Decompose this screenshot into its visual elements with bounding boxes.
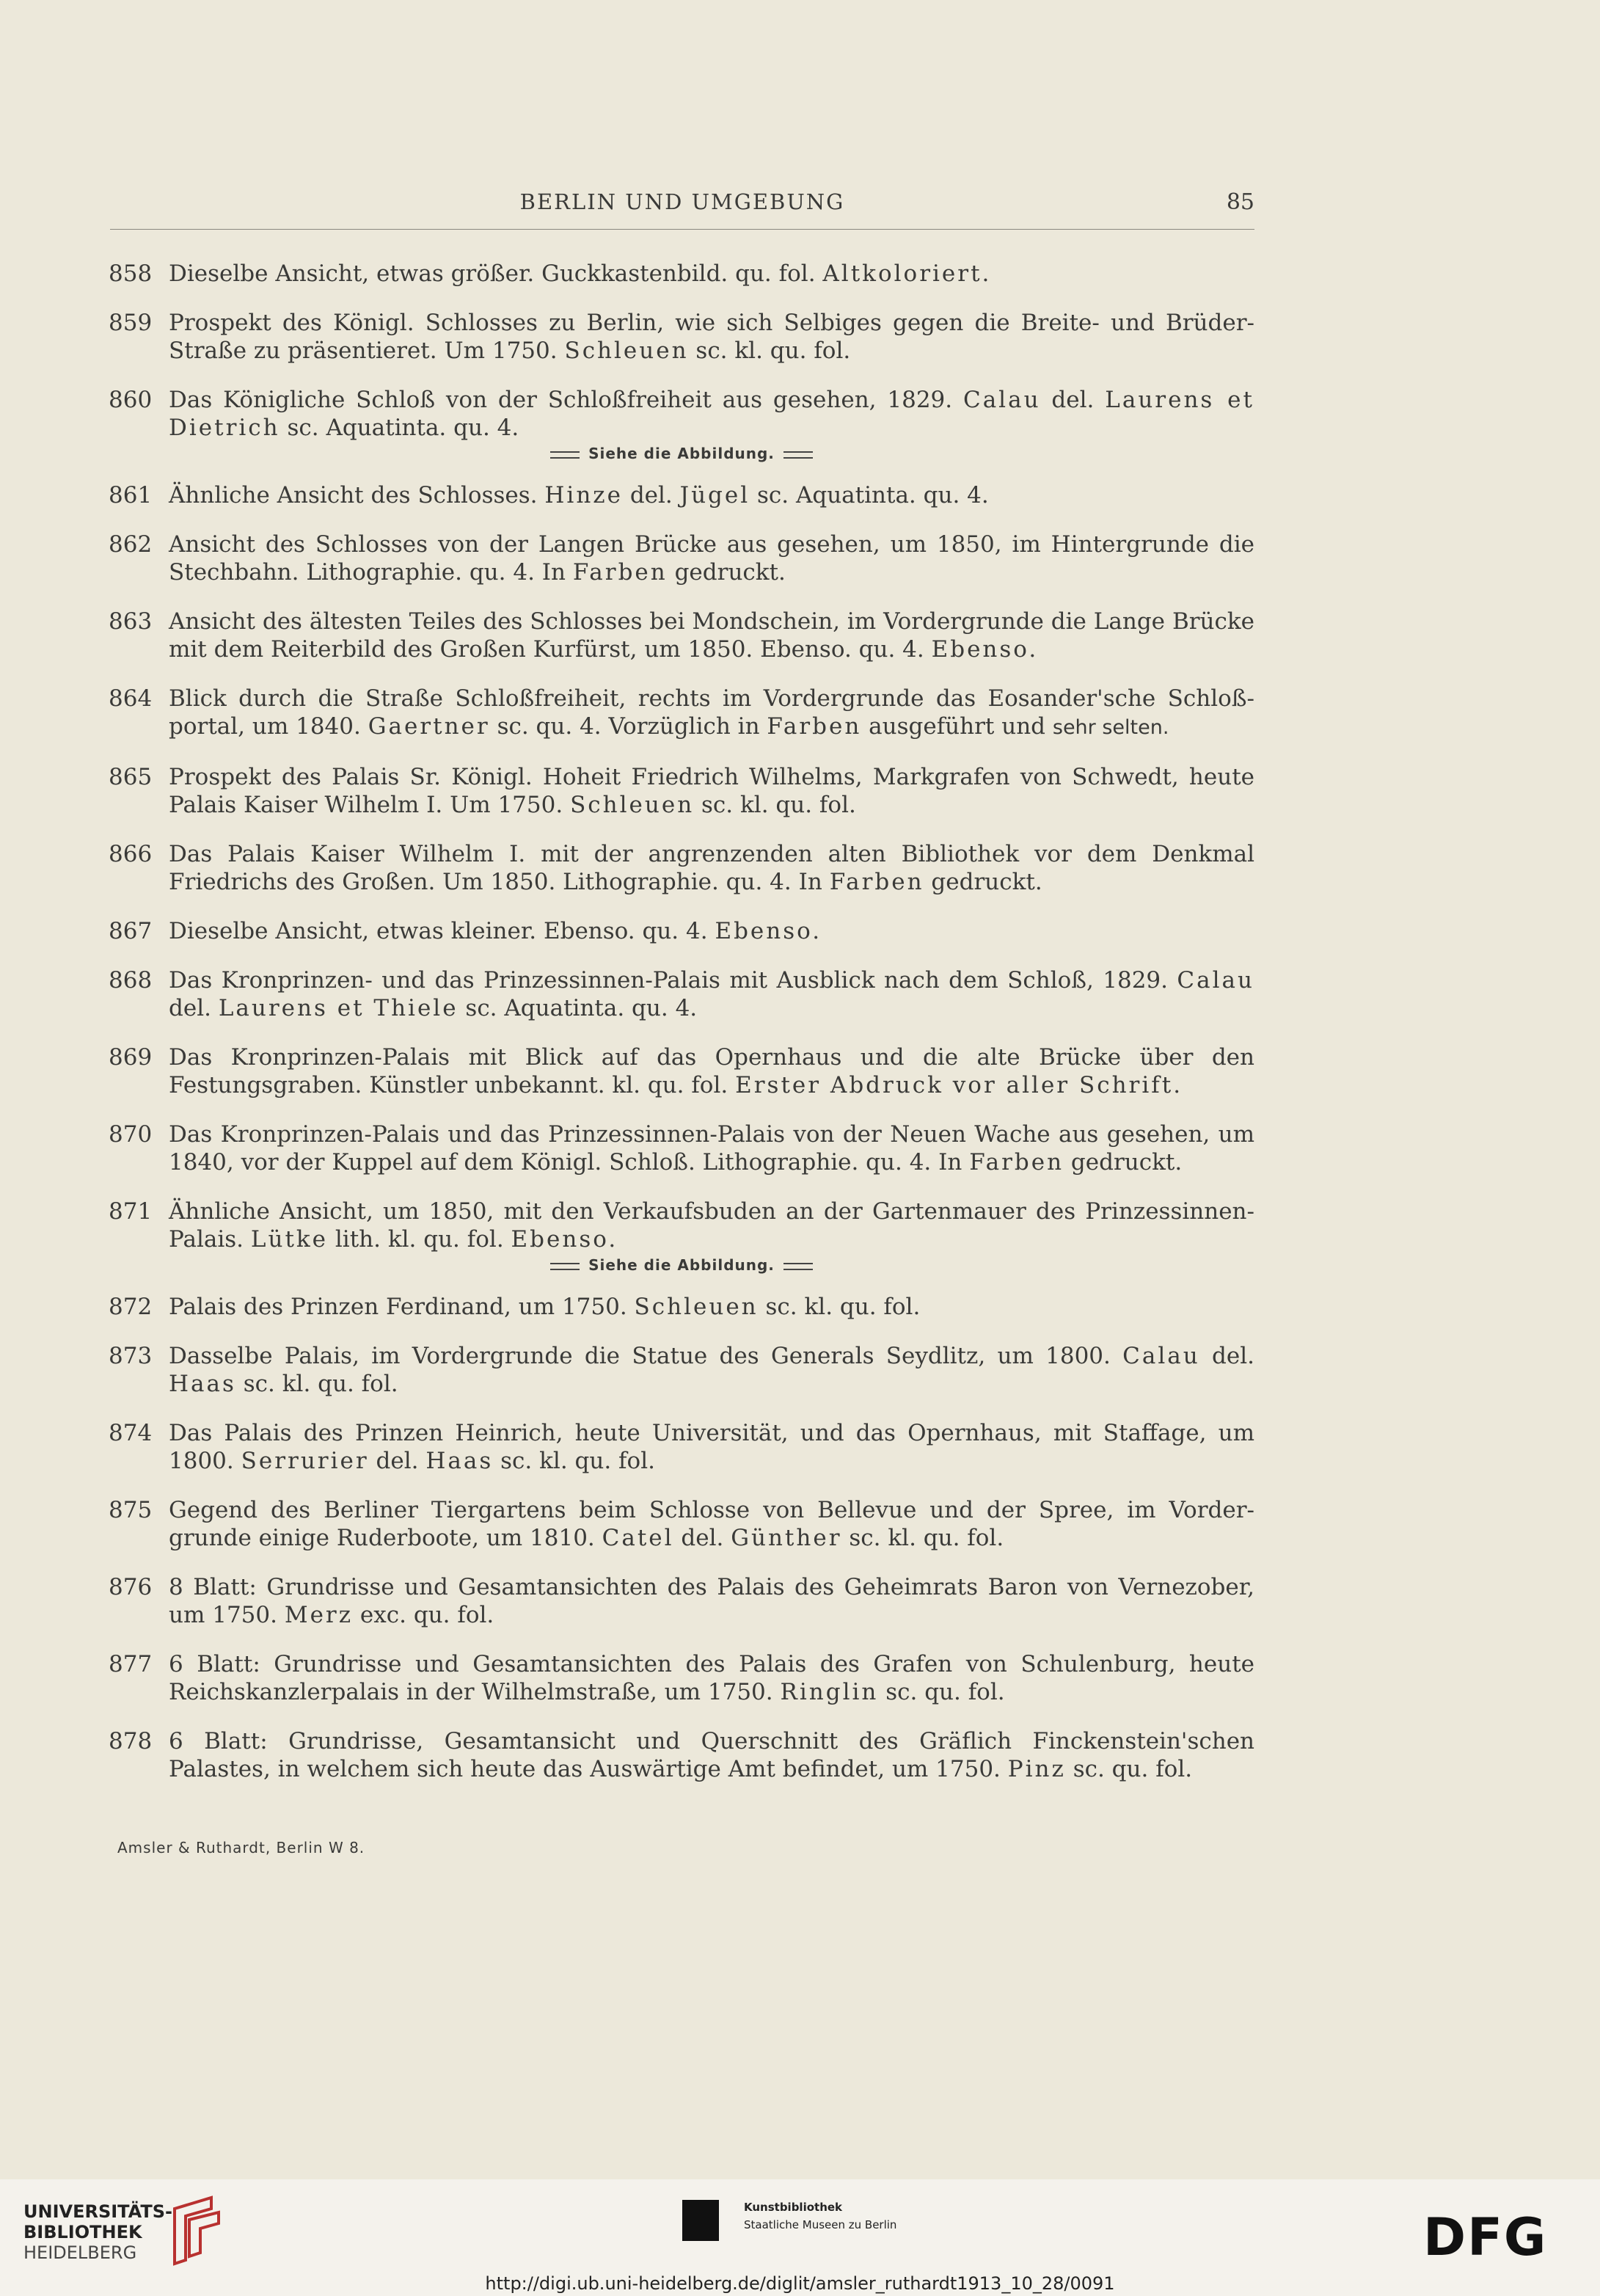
entry-text	[169, 309, 1254, 365]
entry-text-run: ausgeführt und	[861, 713, 1053, 740]
entry-number: 870	[109, 1121, 153, 1148]
dfg-logo: DFG	[1423, 2207, 1548, 2267]
catalog-entry	[109, 481, 1254, 509]
entry-text-run: sc. qu. 4. Vorzüglich in	[489, 713, 767, 740]
ub-heidelberg-logo-icon	[160, 2194, 226, 2267]
entry-text-run: exc. qu. fol.	[353, 1602, 494, 1628]
entry-number: 877	[109, 1651, 153, 1677]
entry-text	[169, 1727, 1254, 1783]
entry-text-run: del.	[622, 482, 680, 509]
spaced-name: Farben	[572, 559, 668, 586]
entry-text	[169, 1573, 1254, 1629]
catalog-entry	[109, 1198, 1254, 1253]
entry-text	[169, 260, 1254, 288]
catalog-entry	[109, 608, 1254, 663]
entry-text-run: Das Kronprinzen-Palais und das Prinzessinnen-Palais von der Neuen Wache aus gesehen, um 1840, vor der Kuppel auf dem Königl. Schloß. Lithographie. qu. 4. In	[169, 1121, 1254, 1176]
spaced-name: Serrurier	[241, 1448, 369, 1474]
entry-number: 858	[109, 260, 153, 287]
catalog-entry	[109, 966, 1254, 1022]
entry-text-run: sc. kl. qu. fol.	[841, 1525, 1004, 1551]
entry-number: 876	[109, 1574, 153, 1600]
entry-text-run: del.	[368, 1448, 426, 1474]
spaced-name: Ringlin	[780, 1679, 879, 1705]
entry-text-run: Ähnliche Ansicht, um 1850, mit den Verkaufsbuden an der Gartenmauer des Prinzessinnen-Palais.	[169, 1198, 1254, 1253]
entry-text-run: Ansicht des Schlosses von der Langen Brücke aus gesehen, um 1850, im Hintergrunde die Stechbahn. Lithographie. qu. 4. In	[169, 531, 1254, 586]
spaced-name: Lütke	[250, 1226, 329, 1253]
spaced-name: Catel	[602, 1525, 674, 1551]
spaced-name: Ebenso.	[511, 1226, 618, 1253]
entry-text-run: del.	[1040, 387, 1106, 413]
spaced-name: Farben	[829, 869, 924, 895]
page-number: 85	[1226, 189, 1254, 215]
see-illustration-note	[109, 1256, 1254, 1274]
spaced-name: Hinze	[544, 482, 623, 509]
kunstbibliothek-logo-text: Kunstbibliothek Staatliche Museen zu Berlin	[744, 2201, 897, 2231]
entry-text-run: del.	[673, 1525, 731, 1551]
entry-text-run: Das Palais des Prinzen Heinrich, heute Universität, und das Opernhaus, mit Staffage, um 1800.	[169, 1420, 1254, 1474]
entry-text-run: sc. Aquatinta. qu. 4.	[750, 482, 989, 509]
entry-text-run: 6 Blatt: Grundrisse, Gesamtansicht und Querschnitt des Gräflich Finckenstein'schen Palastes, in welchem sich heute das Auswärtige Amt befindet, um 1750.	[169, 1728, 1254, 1782]
catalog-entry	[109, 763, 1254, 819]
spaced-name: Erster Abdruck vor aller Schrift.	[735, 1072, 1183, 1098]
catalog-entries	[109, 260, 1254, 1804]
entry-number: 867	[109, 918, 153, 944]
spaced-name: Schleuen	[564, 338, 689, 364]
catalog-entry	[109, 1342, 1254, 1398]
entry-text-run: Dieselbe Ansicht, etwas kleiner. Ebenso. qu. 4.	[169, 918, 715, 944]
entry-text-run: del.	[169, 995, 219, 1021]
spaced-name: Farben	[969, 1149, 1064, 1176]
header-rule	[110, 229, 1254, 230]
entry-number: 866	[109, 841, 153, 867]
entry-text-run: gedruckt.	[924, 869, 1042, 895]
entry-text	[169, 1419, 1254, 1475]
spaced-name: Calau	[1122, 1343, 1200, 1369]
catalog-entry	[109, 1043, 1254, 1099]
entry-text-run: Das Palais Kaiser Wilhelm I. mit der angrenzenden alten Bibliothek vor dem Denkmal Friedrichs des Großen. Um 1850. Lithographie. qu. 4. In	[169, 841, 1254, 895]
entry-text-run: lith. kl. qu. fol.	[328, 1226, 511, 1253]
entry-number: 875	[109, 1497, 153, 1523]
entry-number: 871	[109, 1198, 153, 1225]
entry-text-run: Gegend des Berliner Tiergartens beim Schlosse von Bellevue und der Spree, im Vorder-grunde einige Ruderboote, um 1810.	[169, 1497, 1254, 1551]
entry-text-run: sc. kl. qu. fol.	[235, 1371, 398, 1397]
catalog-entry	[109, 1120, 1254, 1176]
entry-text-run: sc. kl. qu. fol.	[688, 338, 851, 364]
catalog-entry	[109, 386, 1254, 442]
entry-text	[169, 685, 1254, 742]
spaced-name: Farben	[767, 713, 862, 740]
entry-number: 874	[109, 1420, 153, 1446]
ub-heidelberg-logo-text: UNIVERSITÄTS- BIBLIOTHEK HEIDELBERG	[23, 2201, 173, 2263]
publisher-note: Amsler & Ruthardt, Berlin W 8.	[117, 1839, 365, 1856]
spaced-name: Calau	[1177, 967, 1254, 994]
entry-number: 869	[109, 1044, 153, 1071]
entry-number: 861	[109, 482, 153, 509]
catalog-entry	[109, 917, 1254, 945]
entry-text-run: Blick durch die Straße Schloßfreiheit, rechts im Vordergrunde das Eosander'sche Schloß-portal, um 1840.	[169, 685, 1254, 740]
entry-text-run: Dasselbe Palais, im Vordergrunde die Statue des Generals Seydlitz, um 1800.	[169, 1343, 1123, 1369]
running-title: BERLIN UND UMGEBUNG	[519, 189, 845, 214]
entry-text	[169, 1650, 1254, 1706]
entry-text-run: sc. qu. fol.	[878, 1679, 1005, 1705]
entry-text-run: 8 Blatt: Grundrisse und Gesamtansichten des Palais des Geheimrats Baron von Vernezober, um 1750.	[169, 1574, 1254, 1628]
entry-number: 862	[109, 531, 153, 558]
spaced-name: Haas	[169, 1371, 236, 1397]
entry-text	[169, 531, 1254, 586]
entry-text	[169, 1293, 1254, 1321]
entry-number: 873	[109, 1343, 153, 1369]
spaced-name: Laurens et Thiele	[218, 995, 459, 1021]
running-header	[110, 189, 1254, 219]
kunstbibliothek-logo-icon	[682, 2200, 719, 2241]
catalog-entry	[109, 1727, 1254, 1783]
spaced-name: Schleuen	[634, 1294, 759, 1320]
permalink-url[interactable]: http://digi.ub.uni-heidelberg.de/diglit/amsler_ruthardt1913_10_28/0091	[485, 2273, 1115, 2294]
entry-text	[169, 763, 1254, 819]
catalog-entry	[109, 840, 1254, 896]
entry-text	[169, 1120, 1254, 1176]
see-illustration-label: Siehe die Abbildung.	[588, 445, 775, 462]
entry-text	[169, 966, 1254, 1022]
entry-text-run: Prospekt des Palais Sr. Königl. Hoheit Friedrich Wilhelms, Markgrafen von Schwedt, heute Palais Kaiser Wilhelm I. Um 1750.	[169, 764, 1254, 818]
entry-text-run: Dieselbe Ansicht, etwas größer. Guckkastenbild. qu. fol.	[169, 260, 823, 287]
spaced-name: Laurens et Dietrich	[169, 387, 1254, 441]
entry-number: 864	[109, 685, 153, 712]
see-illustration-note	[109, 445, 1254, 462]
entry-text-run: Ansicht des ältesten Teiles des Schlosses bei Mondschein, im Vordergrunde die Lange Brücke mit dem Reiterbild des Großen Kurfürst, um 1850. Ebenso. qu. 4.	[169, 608, 1254, 663]
catalog-entry	[109, 685, 1254, 742]
spaced-name: Gaertner	[368, 713, 490, 740]
entry-text	[169, 1043, 1254, 1099]
entry-text-run: Das Kronprinzen- und das Prinzessinnen-Palais mit Ausblick nach dem Schloß, 1829.	[169, 967, 1177, 994]
catalog-entry	[109, 1650, 1254, 1706]
catalog-entry	[109, 1573, 1254, 1629]
spaced-name: Ebenso.	[931, 636, 1039, 663]
entry-text-run: Das Kronprinzen-Palais mit Blick auf das Opernhaus und die alte Brücke über den Festungsgraben. Künstler unbekannt. kl. qu. fol.	[169, 1044, 1254, 1098]
catalog-entry	[109, 531, 1254, 586]
catalog-entry	[109, 1293, 1254, 1321]
entry-number: 868	[109, 967, 153, 994]
entry-text	[169, 386, 1254, 442]
spaced-name: Pinz	[1007, 1756, 1066, 1782]
entry-text-run: 6 Blatt: Grundrisse und Gesamtansichten des Palais des Grafen von Schulenburg, heute Reichskanzlerpalais in der Wilhelmstraße, um 1750.	[169, 1651, 1254, 1705]
entry-text-run: sc. Aquatinta. qu. 4.	[280, 415, 519, 441]
double-rule	[550, 1263, 580, 1270]
entry-number: 865	[109, 764, 153, 790]
spaced-name: Calau	[962, 387, 1041, 413]
entry-text	[169, 917, 1254, 945]
entry-text-run: sc. kl. qu. fol.	[493, 1448, 655, 1474]
entry-text-run: del.	[1199, 1343, 1254, 1369]
entry-number: 860	[109, 387, 153, 413]
entry-text-run: Palais des Prinzen Ferdinand, um 1750.	[169, 1294, 635, 1320]
spaced-name: Merz	[284, 1602, 354, 1628]
entry-text-run: Prospekt des Königl. Schlosses zu Berlin, wie sich Selbiges gegen die Breite- und Brüder-Straße zu präsentieret. Um 1750.	[169, 310, 1254, 364]
double-rule	[550, 451, 580, 459]
entry-text-run: sc. kl. qu. fol.	[758, 1294, 921, 1320]
double-rule	[783, 1263, 813, 1270]
entry-text-run: sc. Aquatinta. qu. 4.	[458, 995, 698, 1021]
entry-number: 872	[109, 1294, 153, 1320]
entry-text-run: sc. kl. qu. fol.	[694, 792, 856, 818]
entry-text-run: sc. qu. fol.	[1065, 1756, 1193, 1782]
double-rule	[783, 451, 813, 459]
spaced-name: Schleuen	[570, 792, 695, 818]
entry-text-run: gedruckt.	[667, 559, 786, 586]
entry-text	[169, 608, 1254, 663]
entry-text-run: Das Königliche Schloß von der Schloßfreiheit aus gesehen, 1829.	[169, 387, 963, 413]
spaced-name: Günther	[731, 1525, 842, 1551]
entry-text	[169, 1342, 1254, 1398]
entry-number: 863	[109, 608, 153, 635]
entry-text	[169, 1496, 1254, 1552]
catalog-entry	[109, 260, 1254, 288]
entry-text	[169, 840, 1254, 896]
spaced-name: Altkoloriert.	[822, 260, 992, 287]
entry-text	[169, 1198, 1254, 1253]
see-illustration-label: Siehe die Abbildung.	[588, 1256, 775, 1274]
entry-number: 878	[109, 1728, 153, 1754]
catalog-entry	[109, 309, 1254, 365]
spaced-name: Ebenso.	[715, 918, 822, 944]
spaced-name: Haas	[425, 1448, 494, 1474]
entry-number: 859	[109, 310, 153, 336]
spaced-name: Jügel	[679, 482, 750, 509]
catalog-entry	[109, 1496, 1254, 1552]
entry-text	[169, 481, 1254, 509]
catalog-entry	[109, 1419, 1254, 1475]
rarity-note: sehr selten.	[1052, 716, 1169, 739]
entry-text-run: gedruckt.	[1064, 1149, 1183, 1176]
entry-text-run: Ähnliche Ansicht des Schlosses.	[169, 482, 545, 509]
